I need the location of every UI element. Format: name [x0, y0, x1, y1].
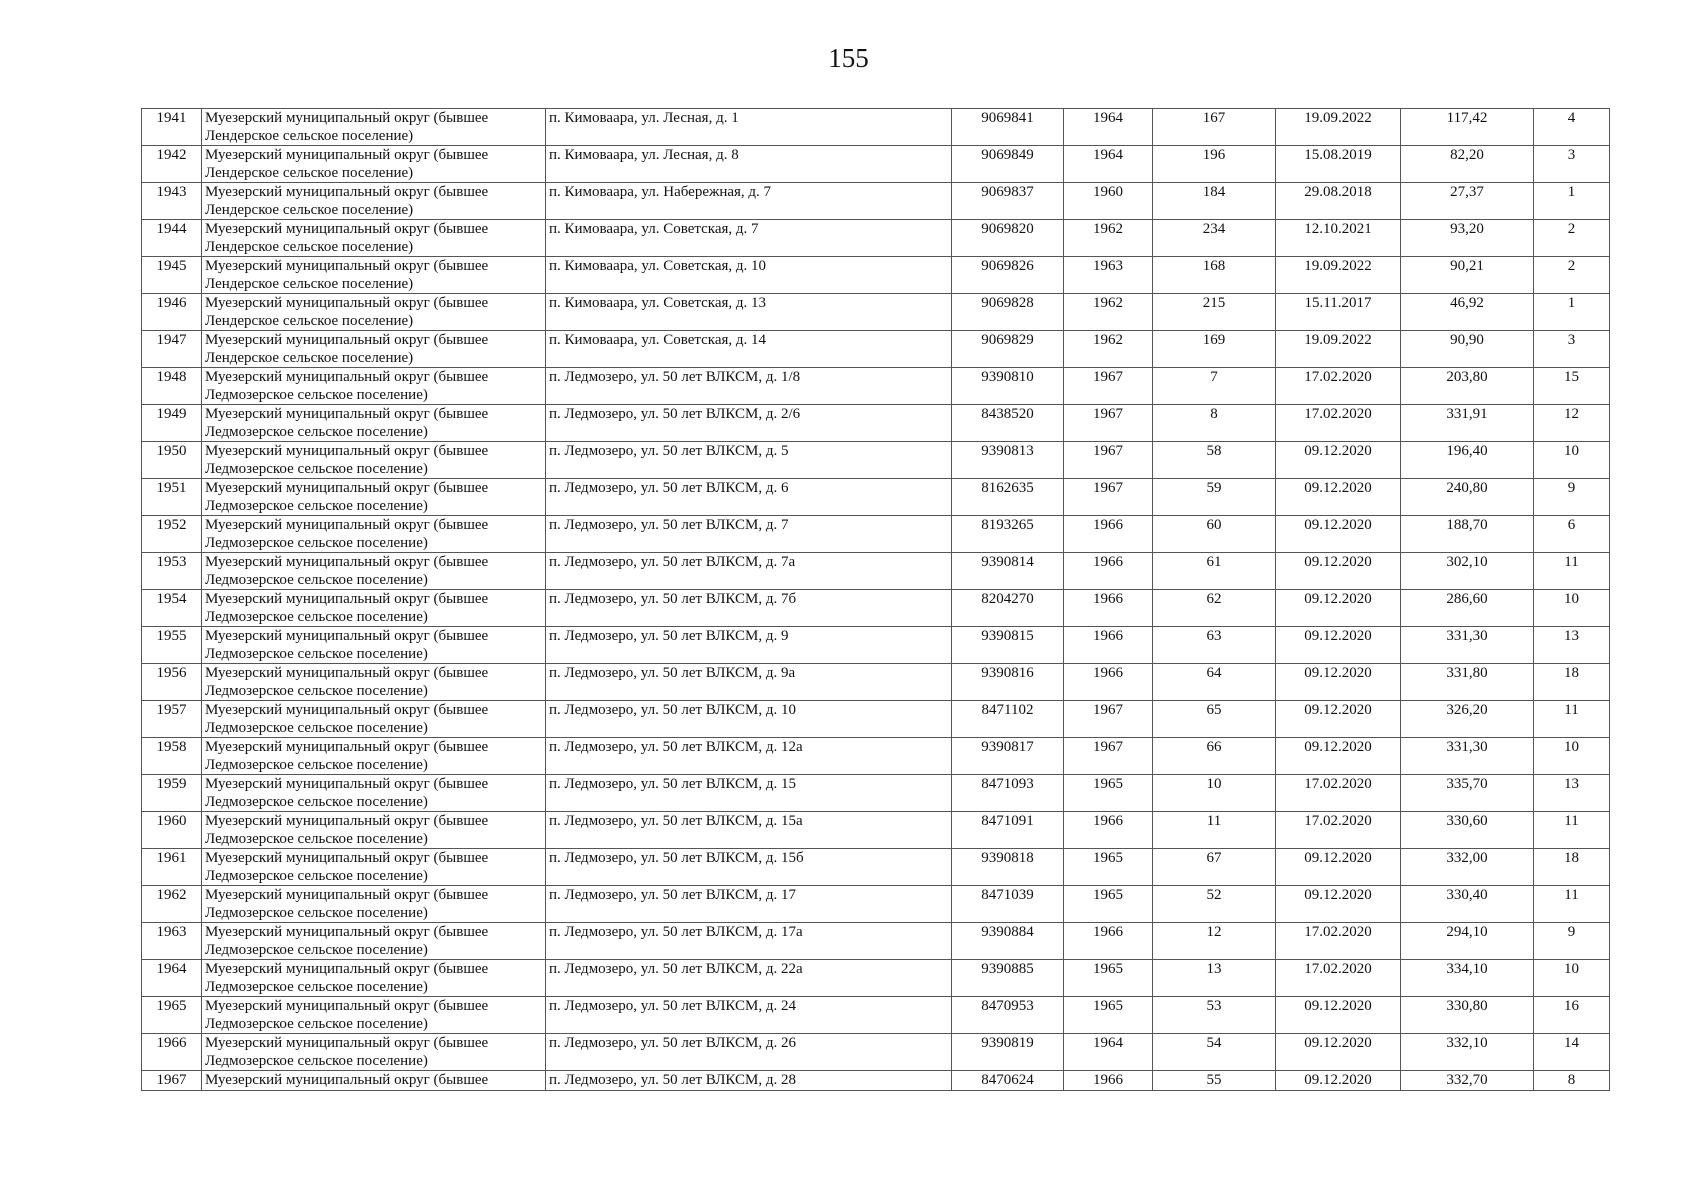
table-row: [142, 627, 1610, 664]
count-cell: 3: [1534, 146, 1610, 183]
year-built-cell: 1967: [1064, 442, 1153, 479]
address-cell: п. Кимоваара, ул. Лесная, д. 1: [546, 109, 952, 146]
row-number-cell: 1963: [142, 923, 202, 960]
area-cell: 331,30: [1401, 627, 1534, 664]
area-cell: 93,20: [1401, 220, 1534, 257]
address-cell: п. Кимоваара, ул. Лесная, д. 8: [546, 146, 952, 183]
year-built-cell: 1965: [1064, 997, 1153, 1034]
object-code-cell: 9069829: [952, 331, 1064, 368]
year-built-cell: 1965: [1064, 960, 1153, 997]
municipality-cell: Муезерский муниципальный округ (бывшее Лендерское сельское поселение): [202, 331, 546, 368]
housing-registry-table: [141, 108, 1610, 1091]
municipality-cell: Муезерский муниципальный округ (бывшее Ледмозерское сельское поселение): [202, 405, 546, 442]
year-built-cell: 1967: [1064, 479, 1153, 516]
year-built-cell: 1967: [1064, 368, 1153, 405]
date-cell: 17.02.2020: [1276, 960, 1401, 997]
table-body: [142, 109, 1610, 1091]
municipality-cell: Муезерский муниципальный округ (бывшее Ледмозерское сельское поселение): [202, 553, 546, 590]
object-code-cell: 8470953: [952, 997, 1064, 1034]
page-number: 155: [828, 43, 869, 73]
document-number-cell: 167: [1153, 109, 1276, 146]
document-number-cell: 59: [1153, 479, 1276, 516]
object-code-cell: 8471093: [952, 775, 1064, 812]
object-code-cell: 8438520: [952, 405, 1064, 442]
count-cell: 16: [1534, 997, 1610, 1034]
address-cell: п. Ледмозеро, ул. 50 лет ВЛКСМ, д. 9а: [546, 664, 952, 701]
area-cell: 90,90: [1401, 331, 1534, 368]
area-cell: 90,21: [1401, 257, 1534, 294]
date-cell: 19.09.2022: [1276, 257, 1401, 294]
row-number-cell: 1944: [142, 220, 202, 257]
date-cell: 15.08.2019: [1276, 146, 1401, 183]
year-built-cell: 1966: [1064, 1071, 1153, 1091]
row-number-cell: 1952: [142, 516, 202, 553]
area-cell: 286,60: [1401, 590, 1534, 627]
address-cell: п. Ледмозеро, ул. 50 лет ВЛКСМ, д. 6: [546, 479, 952, 516]
date-cell: 17.02.2020: [1276, 368, 1401, 405]
date-cell: 09.12.2020: [1276, 849, 1401, 886]
row-number-cell: 1964: [142, 960, 202, 997]
object-code-cell: 9390816: [952, 664, 1064, 701]
document-number-cell: 196: [1153, 146, 1276, 183]
table-row: [142, 960, 1610, 997]
address-cell: п. Ледмозеро, ул. 50 лет ВЛКСМ, д. 15: [546, 775, 952, 812]
row-number-cell: 1965: [142, 997, 202, 1034]
row-number-cell: 1947: [142, 331, 202, 368]
document-number-cell: 12: [1153, 923, 1276, 960]
row-number-cell: 1957: [142, 701, 202, 738]
year-built-cell: 1962: [1064, 220, 1153, 257]
row-number-cell: 1958: [142, 738, 202, 775]
count-cell: 10: [1534, 442, 1610, 479]
area-cell: 117,42: [1401, 109, 1534, 146]
address-cell: п. Ледмозеро, ул. 50 лет ВЛКСМ, д. 28: [546, 1071, 952, 1091]
count-cell: 11: [1534, 701, 1610, 738]
year-built-cell: 1964: [1064, 109, 1153, 146]
document-number-cell: 63: [1153, 627, 1276, 664]
area-cell: 27,37: [1401, 183, 1534, 220]
address-cell: п. Кимоваара, ул. Советская, д. 14: [546, 331, 952, 368]
address-cell: п. Ледмозеро, ул. 50 лет ВЛКСМ, д. 10: [546, 701, 952, 738]
address-cell: п. Ледмозеро, ул. 50 лет ВЛКСМ, д. 1/8: [546, 368, 952, 405]
object-code-cell: 9390818: [952, 849, 1064, 886]
row-number-cell: 1960: [142, 812, 202, 849]
municipality-cell: Муезерский муниципальный округ (бывшее Ледмозерское сельское поселение): [202, 516, 546, 553]
count-cell: 10: [1534, 590, 1610, 627]
object-code-cell: 9390817: [952, 738, 1064, 775]
object-code-cell: 9069837: [952, 183, 1064, 220]
document-number-cell: 62: [1153, 590, 1276, 627]
date-cell: 09.12.2020: [1276, 590, 1401, 627]
municipality-cell: Муезерский муниципальный округ (бывшее Ледмозерское сельское поселение): [202, 664, 546, 701]
document-number-cell: 54: [1153, 1034, 1276, 1071]
document-number-cell: 234: [1153, 220, 1276, 257]
date-cell: 17.02.2020: [1276, 923, 1401, 960]
row-number-cell: 1954: [142, 590, 202, 627]
address-cell: п. Ледмозеро, ул. 50 лет ВЛКСМ, д. 7: [546, 516, 952, 553]
object-code-cell: 8471039: [952, 886, 1064, 923]
year-built-cell: 1967: [1064, 405, 1153, 442]
count-cell: 8: [1534, 1071, 1610, 1091]
municipality-cell: Муезерский муниципальный округ (бывшее Ледмозерское сельское поселение): [202, 479, 546, 516]
row-number-cell: 1941: [142, 109, 202, 146]
document-number-cell: 11: [1153, 812, 1276, 849]
area-cell: 46,92: [1401, 294, 1534, 331]
area-cell: 332,10: [1401, 1034, 1534, 1071]
address-cell: п. Ледмозеро, ул. 50 лет ВЛКСМ, д. 17: [546, 886, 952, 923]
area-cell: 330,80: [1401, 997, 1534, 1034]
area-cell: 203,80: [1401, 368, 1534, 405]
date-cell: 09.12.2020: [1276, 553, 1401, 590]
row-number-cell: 1953: [142, 553, 202, 590]
area-cell: 196,40: [1401, 442, 1534, 479]
row-number-cell: 1956: [142, 664, 202, 701]
date-cell: 17.02.2020: [1276, 775, 1401, 812]
address-cell: п. Ледмозеро, ул. 50 лет ВЛКСМ, д. 15б: [546, 849, 952, 886]
table-row: [142, 109, 1610, 146]
count-cell: 11: [1534, 886, 1610, 923]
date-cell: 19.09.2022: [1276, 331, 1401, 368]
table-row: [142, 886, 1610, 923]
row-number-cell: 1945: [142, 257, 202, 294]
table-row: [142, 701, 1610, 738]
count-cell: 2: [1534, 257, 1610, 294]
year-built-cell: 1964: [1064, 146, 1153, 183]
table-row: [142, 146, 1610, 183]
municipality-cell: Муезерский муниципальный округ (бывшее Ледмозерское сельское поселение): [202, 368, 546, 405]
area-cell: 82,20: [1401, 146, 1534, 183]
row-number-cell: 1950: [142, 442, 202, 479]
area-cell: 302,10: [1401, 553, 1534, 590]
area-cell: 240,80: [1401, 479, 1534, 516]
object-code-cell: 9390815: [952, 627, 1064, 664]
date-cell: 19.09.2022: [1276, 109, 1401, 146]
address-cell: п. Ледмозеро, ул. 50 лет ВЛКСМ, д. 7а: [546, 553, 952, 590]
object-code-cell: 8193265: [952, 516, 1064, 553]
row-number-cell: 1948: [142, 368, 202, 405]
table-row: [142, 294, 1610, 331]
municipality-cell: Муезерский муниципальный округ (бывшее Лендерское сельское поселение): [202, 146, 546, 183]
row-number-cell: 1966: [142, 1034, 202, 1071]
object-code-cell: 8162635: [952, 479, 1064, 516]
row-number-cell: 1959: [142, 775, 202, 812]
object-code-cell: 9390884: [952, 923, 1064, 960]
address-cell: п. Ледмозеро, ул. 50 лет ВЛКСМ, д. 15а: [546, 812, 952, 849]
count-cell: 9: [1534, 923, 1610, 960]
year-built-cell: 1962: [1064, 294, 1153, 331]
count-cell: 13: [1534, 627, 1610, 664]
address-cell: п. Ледмозеро, ул. 50 лет ВЛКСМ, д. 2/6: [546, 405, 952, 442]
year-built-cell: 1962: [1064, 331, 1153, 368]
table-row: [142, 553, 1610, 590]
object-code-cell: 9390810: [952, 368, 1064, 405]
table-row: [142, 479, 1610, 516]
municipality-cell: Муезерский муниципальный округ (бывшее Ледмозерское сельское поселение): [202, 923, 546, 960]
municipality-cell: Муезерский муниципальный округ (бывшее Ледмозерское сельское поселение): [202, 997, 546, 1034]
year-built-cell: 1966: [1064, 664, 1153, 701]
table-row: [142, 442, 1610, 479]
document-number-cell: 53: [1153, 997, 1276, 1034]
count-cell: 6: [1534, 516, 1610, 553]
municipality-cell: Муезерский муниципальный округ (бывшее Лендерское сельское поселение): [202, 294, 546, 331]
row-number-cell: 1962: [142, 886, 202, 923]
address-cell: п. Кимоваара, ул. Советская, д. 10: [546, 257, 952, 294]
date-cell: 09.12.2020: [1276, 627, 1401, 664]
area-cell: 332,00: [1401, 849, 1534, 886]
object-code-cell: 9069828: [952, 294, 1064, 331]
address-cell: п. Ледмозеро, ул. 50 лет ВЛКСМ, д. 12а: [546, 738, 952, 775]
year-built-cell: 1966: [1064, 553, 1153, 590]
address-cell: п. Кимоваара, ул. Набережная, д. 7: [546, 183, 952, 220]
table-row: [142, 923, 1610, 960]
table-row: [142, 775, 1610, 812]
date-cell: 17.02.2020: [1276, 405, 1401, 442]
municipality-cell: Муезерский муниципальный округ (бывшее Ледмозерское сельское поселение): [202, 775, 546, 812]
count-cell: 11: [1534, 553, 1610, 590]
year-built-cell: 1966: [1064, 923, 1153, 960]
area-cell: 330,40: [1401, 886, 1534, 923]
address-cell: п. Ледмозеро, ул. 50 лет ВЛКСМ, д. 22а: [546, 960, 952, 997]
date-cell: 09.12.2020: [1276, 479, 1401, 516]
row-number-cell: 1943: [142, 183, 202, 220]
document-number-cell: 61: [1153, 553, 1276, 590]
municipality-cell: Муезерский муниципальный округ (бывшее Лендерское сельское поселение): [202, 257, 546, 294]
table-row: [142, 183, 1610, 220]
table-row: [142, 331, 1610, 368]
count-cell: 10: [1534, 960, 1610, 997]
document-number-cell: 184: [1153, 183, 1276, 220]
date-cell: 09.12.2020: [1276, 701, 1401, 738]
address-cell: п. Кимоваара, ул. Советская, д. 7: [546, 220, 952, 257]
area-cell: 188,70: [1401, 516, 1534, 553]
area-cell: 332,70: [1401, 1071, 1534, 1091]
year-built-cell: 1963: [1064, 257, 1153, 294]
year-built-cell: 1966: [1064, 590, 1153, 627]
table-row: [142, 405, 1610, 442]
table-row: [142, 812, 1610, 849]
count-cell: 1: [1534, 183, 1610, 220]
count-cell: 2: [1534, 220, 1610, 257]
count-cell: 15: [1534, 368, 1610, 405]
municipality-cell: Муезерский муниципальный округ (бывшее Ледмозерское сельское поселение): [202, 590, 546, 627]
date-cell: 15.11.2017: [1276, 294, 1401, 331]
object-code-cell: 9390814: [952, 553, 1064, 590]
area-cell: 331,80: [1401, 664, 1534, 701]
document-number-cell: 55: [1153, 1071, 1276, 1091]
municipality-cell: Муезерский муниципальный округ (бывшее Ледмозерское сельское поселение): [202, 812, 546, 849]
table-row: [142, 738, 1610, 775]
area-cell: 335,70: [1401, 775, 1534, 812]
document-number-cell: 65: [1153, 701, 1276, 738]
table-row: [142, 664, 1610, 701]
area-cell: 294,10: [1401, 923, 1534, 960]
object-code-cell: 9069820: [952, 220, 1064, 257]
address-cell: п. Ледмозеро, ул. 50 лет ВЛКСМ, д. 9: [546, 627, 952, 664]
table-row: [142, 257, 1610, 294]
count-cell: 9: [1534, 479, 1610, 516]
date-cell: 09.12.2020: [1276, 886, 1401, 923]
document-number-cell: 169: [1153, 331, 1276, 368]
document-number-cell: 13: [1153, 960, 1276, 997]
year-built-cell: 1965: [1064, 849, 1153, 886]
municipality-cell: Муезерский муниципальный округ (бывшее Ледмозерское сельское поселение): [202, 627, 546, 664]
year-built-cell: 1966: [1064, 516, 1153, 553]
document-number-cell: 52: [1153, 886, 1276, 923]
year-built-cell: 1960: [1064, 183, 1153, 220]
area-cell: 330,60: [1401, 812, 1534, 849]
row-number-cell: 1967: [142, 1071, 202, 1091]
count-cell: 12: [1534, 405, 1610, 442]
year-built-cell: 1967: [1064, 701, 1153, 738]
year-built-cell: 1967: [1064, 738, 1153, 775]
object-code-cell: 9390885: [952, 960, 1064, 997]
address-cell: п. Ледмозеро, ул. 50 лет ВЛКСМ, д. 7б: [546, 590, 952, 627]
address-cell: п. Ледмозеро, ул. 50 лет ВЛКСМ, д. 26: [546, 1034, 952, 1071]
area-cell: 331,91: [1401, 405, 1534, 442]
object-code-cell: 8470624: [952, 1071, 1064, 1091]
row-number-cell: 1942: [142, 146, 202, 183]
municipality-cell: Муезерский муниципальный округ (бывшее Лендерское сельское поселение): [202, 220, 546, 257]
document-number-cell: 64: [1153, 664, 1276, 701]
document-number-cell: 8: [1153, 405, 1276, 442]
municipality-cell: Муезерский муниципальный округ (бывшее: [202, 1071, 546, 1091]
year-built-cell: 1966: [1064, 627, 1153, 664]
row-number-cell: 1949: [142, 405, 202, 442]
table-row: [142, 997, 1610, 1034]
area-cell: 331,30: [1401, 738, 1534, 775]
date-cell: 09.12.2020: [1276, 1071, 1401, 1091]
year-built-cell: 1964: [1064, 1034, 1153, 1071]
count-cell: 3: [1534, 331, 1610, 368]
object-code-cell: 9069826: [952, 257, 1064, 294]
municipality-cell: Муезерский муниципальный округ (бывшее Ледмозерское сельское поселение): [202, 960, 546, 997]
document-number-cell: 168: [1153, 257, 1276, 294]
year-built-cell: 1965: [1064, 886, 1153, 923]
table-row: [142, 220, 1610, 257]
date-cell: 09.12.2020: [1276, 997, 1401, 1034]
address-cell: п. Ледмозеро, ул. 50 лет ВЛКСМ, д. 5: [546, 442, 952, 479]
count-cell: 1: [1534, 294, 1610, 331]
document-number-cell: 66: [1153, 738, 1276, 775]
row-number-cell: 1961: [142, 849, 202, 886]
area-cell: 326,20: [1401, 701, 1534, 738]
table-row: [142, 1071, 1610, 1091]
document-number-cell: 10: [1153, 775, 1276, 812]
year-built-cell: 1965: [1064, 775, 1153, 812]
count-cell: 18: [1534, 849, 1610, 886]
date-cell: 09.12.2020: [1276, 1034, 1401, 1071]
object-code-cell: 9390813: [952, 442, 1064, 479]
count-cell: 13: [1534, 775, 1610, 812]
date-cell: 17.02.2020: [1276, 812, 1401, 849]
date-cell: 09.12.2020: [1276, 516, 1401, 553]
count-cell: 14: [1534, 1034, 1610, 1071]
year-built-cell: 1966: [1064, 812, 1153, 849]
document-number-cell: 215: [1153, 294, 1276, 331]
count-cell: 18: [1534, 664, 1610, 701]
address-cell: п. Ледмозеро, ул. 50 лет ВЛКСМ, д. 24: [546, 997, 952, 1034]
municipality-cell: Муезерский муниципальный округ (бывшее Лендерское сельское поселение): [202, 109, 546, 146]
count-cell: 11: [1534, 812, 1610, 849]
date-cell: 09.12.2020: [1276, 738, 1401, 775]
municipality-cell: Муезерский муниципальный округ (бывшее Ледмозерское сельское поселение): [202, 886, 546, 923]
address-cell: п. Кимоваара, ул. Советская, д. 13: [546, 294, 952, 331]
table-row: [142, 849, 1610, 886]
municipality-cell: Муезерский муниципальный округ (бывшее Ледмозерское сельское поселение): [202, 442, 546, 479]
object-code-cell: 8471091: [952, 812, 1064, 849]
object-code-cell: 9069841: [952, 109, 1064, 146]
address-cell: п. Ледмозеро, ул. 50 лет ВЛКСМ, д. 17а: [546, 923, 952, 960]
table-row: [142, 368, 1610, 405]
municipality-cell: Муезерский муниципальный округ (бывшее Ледмозерское сельское поселение): [202, 849, 546, 886]
date-cell: 09.12.2020: [1276, 664, 1401, 701]
municipality-cell: Муезерский муниципальный округ (бывшее Ледмозерское сельское поселение): [202, 701, 546, 738]
row-number-cell: 1946: [142, 294, 202, 331]
municipality-cell: Муезерский муниципальный округ (бывшее Лендерское сельское поселение): [202, 183, 546, 220]
date-cell: 12.10.2021: [1276, 220, 1401, 257]
count-cell: 10: [1534, 738, 1610, 775]
object-code-cell: 8204270: [952, 590, 1064, 627]
table-row: [142, 516, 1610, 553]
area-cell: 334,10: [1401, 960, 1534, 997]
row-number-cell: 1955: [142, 627, 202, 664]
document-number-cell: 60: [1153, 516, 1276, 553]
municipality-cell: Муезерский муниципальный округ (бывшее Ледмозерское сельское поселение): [202, 1034, 546, 1071]
table-row: [142, 590, 1610, 627]
date-cell: 09.12.2020: [1276, 442, 1401, 479]
count-cell: 4: [1534, 109, 1610, 146]
object-code-cell: 8471102: [952, 701, 1064, 738]
object-code-cell: 9069849: [952, 146, 1064, 183]
date-cell: 29.08.2018: [1276, 183, 1401, 220]
document-number-cell: 67: [1153, 849, 1276, 886]
row-number-cell: 1951: [142, 479, 202, 516]
document-number-cell: 7: [1153, 368, 1276, 405]
document-number-cell: 58: [1153, 442, 1276, 479]
object-code-cell: 9390819: [952, 1034, 1064, 1071]
table-row: [142, 1034, 1610, 1071]
municipality-cell: Муезерский муниципальный округ (бывшее Ледмозерское сельское поселение): [202, 738, 546, 775]
